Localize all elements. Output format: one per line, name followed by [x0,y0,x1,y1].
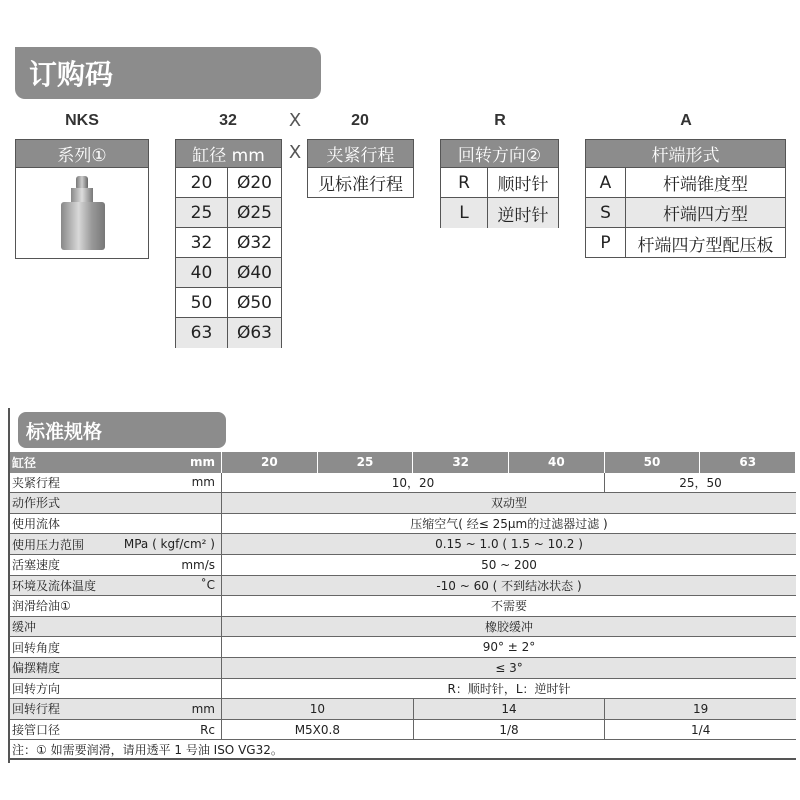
spec-value: R：顺时针，L：逆时针 [447,681,571,696]
size-col: 25 [318,452,414,473]
code-bore: 32 [219,112,237,129]
bore-size: Ø40 [236,262,272,283]
size-col: 50 [605,452,701,473]
bore-size: Ø20 [236,172,272,193]
spec-row-unit: Rc [200,722,215,737]
rod-end-desc: 杆端四方型配压板 [637,235,774,256]
spec-row-unit: mm/s [181,557,215,572]
rod-end-row [586,228,785,258]
spec-value: 14 [414,699,606,719]
spec-row [10,637,796,658]
code-separator: X [288,110,302,131]
spec-row-unit: mm [191,701,215,716]
bore-size: Ø50 [236,292,272,313]
spec-row [10,493,796,514]
spec-value: 橡胶缓冲 [484,620,533,635]
spec-row-label: 回转方向 [12,681,61,696]
spec-value: 1/8 [414,720,606,740]
spec-value: 双动型 [490,496,527,511]
size-col: 40 [509,452,605,473]
spec-value: 25，50 [679,475,722,490]
spec-header-label: 缸径 [12,455,37,470]
direction-desc: 顺时针 [497,175,549,195]
rod-end-desc: 杆端锥度型 [663,175,748,195]
spec-row-label: 使用压力范围 [12,537,85,552]
spec-table [10,452,796,760]
order-code-banner [15,47,321,99]
bore-row [176,318,281,348]
spec-title: 标准规格 [26,420,103,443]
bore-code: 40 [176,258,228,287]
direction-row [441,198,558,228]
bore-row [176,168,281,198]
bore-code: 20 [176,168,228,197]
bore-code: 63 [176,318,228,348]
bore-row [176,258,281,288]
direction-table [440,139,559,228]
series-box [15,139,149,259]
direction-header: 回转方向② [441,140,558,168]
code-series: NKS [65,112,99,129]
spec-value: 50 ~ 200 [481,557,537,572]
rod-end-code: P [586,228,626,258]
spec-row [10,576,796,597]
spec-banner [18,412,226,448]
rod-end-code: A [586,168,626,197]
spec-row [10,473,796,494]
spec-row [10,679,796,700]
spec-value: 压缩空气( 经≤ 25μm的过滤器过滤 ) [410,517,608,532]
spec-value: 90° ± 2° [482,640,536,655]
bore-size: Ø32 [236,232,272,253]
rod-end-desc: 杆端四方型 [663,205,748,225]
order-code-title: 订购码 [29,58,114,91]
spec-value: -10 ~ 60 ( 不到结冰状态 ) [436,578,582,593]
bore-row [176,288,281,318]
spec-row [10,534,796,555]
bore-table [175,139,282,348]
spec-value: 1/4 [691,722,711,737]
rod-end-header: 杆端形式 [586,140,785,168]
spec-row-unit: ˚C [200,578,215,593]
spec-row-label: 活塞速度 [12,558,61,573]
spec-row-label: 润滑给油① [12,599,71,614]
series-header: 系列① [16,140,148,168]
spec-row-label: 使用流体 [12,517,61,532]
spec-header-unit: mm [189,455,215,470]
cylinder-product-image [16,168,148,258]
size-col: 63 [700,452,796,473]
spec-value: 不需要 [490,599,527,614]
spec-value: ≤ 3° [495,660,523,675]
spec-row-unit: MPa ( kgf/cm² ) [123,537,215,552]
spec-row-label: 回转角度 [12,640,61,655]
spec-value: 0.15 ~ 1.0 ( 1.5 ~ 10.2 ) [435,537,583,552]
code-stroke: 20 [351,112,369,129]
size-col: 20 [222,452,318,473]
spec-row-label: 接管口径 [12,723,61,738]
bore-size: Ø25 [236,202,272,223]
bore-size: Ø63 [236,323,272,343]
spec-row-label: 夹紧行程 [12,475,61,490]
bore-code: 50 [176,288,228,317]
rod-end-code: S [586,198,626,227]
spec-row-label: 偏摆精度 [12,661,61,676]
direction-row [441,168,558,198]
bore-code: 32 [176,228,228,257]
bore-row [176,228,281,258]
spec-row [10,555,796,576]
spec-value: M5X0.8 [222,720,414,740]
bore-code: 25 [176,198,228,227]
spec-row [10,699,796,720]
rod-end-row [586,168,785,198]
stroke-value: 见标准行程 [318,174,403,195]
direction-code: R [441,168,488,197]
spec-row [10,617,796,638]
bore-header: 缸径 mm [176,140,281,168]
code-direction: R [494,112,506,129]
size-col: 32 [413,452,509,473]
rod-end-row [586,198,785,228]
spec-header-row [10,452,796,473]
stroke-header: 夹紧行程 [308,140,413,168]
spec-value: 10 [222,699,414,719]
spec-row-label: 回转行程 [12,702,61,717]
spec-row [10,596,796,617]
spec-row-unit: mm [191,475,215,490]
spec-note: 注：① 如需要润滑，请用透平 1 号油 ISO VG32。 [10,740,796,760]
spec-row-label: 动作形式 [12,496,61,511]
spec-row [10,720,796,741]
multiply-sign: X [288,142,302,163]
spec-value: 10，20 [222,473,605,493]
spec-row-label: 缓冲 [12,620,37,635]
spec-value: 19 [693,701,709,716]
spec-row [10,514,796,535]
code-rod-end: A [680,112,692,129]
bore-row [176,198,281,228]
stroke-box [307,139,414,198]
direction-desc: 逆时针 [497,205,549,226]
spec-row-label: 环境及流体温度 [12,578,97,593]
spec-row [10,658,796,679]
direction-code: L [441,198,488,228]
rod-end-table [585,139,786,258]
